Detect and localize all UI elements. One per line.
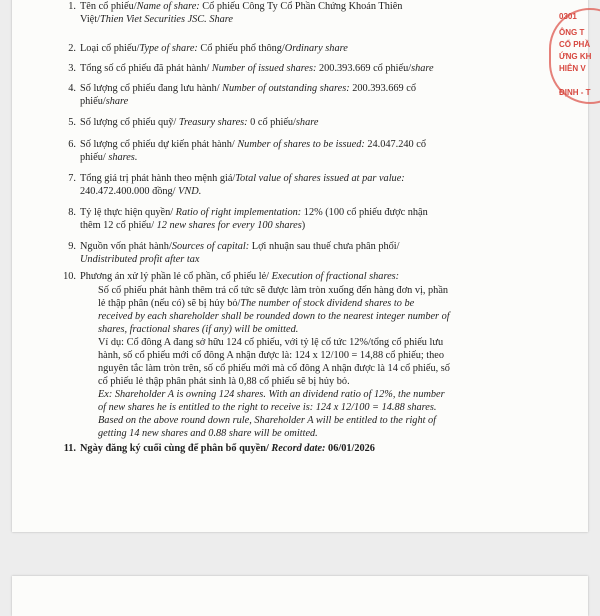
list-item-3 (68, 62, 544, 75)
item-line: Việt/Thien Viet Securities JSC. Share (80, 14, 233, 25)
list-item-8 (68, 206, 544, 232)
item-line: Số lượng cổ phiếu dự kiến phát hành/ Number of shares to be issued: 24.047.240 cổ (80, 139, 426, 150)
item-line: lẻ thập phân (nếu có) sẽ bị hủy bỏ/The number of stock dividend shares to be (98, 298, 415, 309)
item-line: shares, fractional shares (if any) will be omitted. (98, 324, 299, 335)
item-line: Số lượng cổ phiếu quỹ/ Treasury shares: 0 cổ phiếu/share (80, 117, 319, 128)
item-number: 11. (63, 443, 76, 454)
document-page (12, 0, 591, 532)
item-line: Số lượng cổ phiếu đang lưu hành/ Number of outstanding shares: 200.393.669 cổ (80, 83, 416, 94)
item-line: Phương án xử lý phần lẻ cổ phần, cổ phiếu lẻ/ Execution of fractional shares: (80, 271, 400, 282)
item-line: Ngày đăng ký cuối cùng để phân bổ quyền/ Record date: 06/01/2026 (80, 443, 375, 454)
list-item-12 (98, 336, 544, 440)
list-item-5 (68, 116, 544, 129)
seal-text-6: ĐỊNH - T (559, 88, 591, 97)
item-line: phiếu/ shares. (80, 152, 138, 163)
next-page (12, 576, 588, 616)
list-item-10 (63, 270, 544, 283)
item-number: 8. (68, 207, 76, 218)
item-line: Tỷ lệ thực hiện quyền/ Ratio of right implementation: 12% (100 cổ phiếu được nhận (80, 207, 428, 218)
item-line: Loại cổ phiếu/Type of share: Cổ phiếu phổ thông/Ordinary share (80, 43, 348, 54)
item-line: Tổng số cổ phiếu đã phát hành/ Number of issued shares: 200.393.669 cổ phiếu/share (80, 63, 434, 74)
item-line: of new shares he is entitled to the right to receive is: 124 x 12/100 = 14.88 shares. (98, 402, 437, 413)
seal-text-4: ỨNG KH (559, 52, 592, 61)
list-item-4 (68, 82, 544, 108)
company-seal (545, 2, 597, 102)
item-line: 240.472.400.000 đồng/ VND. (80, 186, 202, 197)
item-line: Ví dụ: Cổ đông A đang sở hữu 124 cổ phiếu, với tỷ lệ cổ tức 12%/tổng cổ phiếu lưu (98, 337, 444, 348)
item-line: Số cổ phiếu phát hành thêm trả cổ tức sẽ được làm tròn xuống đến hàng đơn vị, phần (98, 285, 449, 296)
list-item-6 (68, 138, 544, 164)
item-number: 2. (68, 43, 76, 54)
item-line: cổ phiếu lẻ thập phân phát sinh là 0,88 cổ phiếu sẽ bị hủy bỏ. (98, 376, 350, 387)
item-line: phiếu/share (80, 96, 129, 107)
item-number: 10. (63, 271, 76, 282)
seal-text-3: CỔ PHẦ (559, 40, 591, 49)
item-line: getting 14 new shares and 0.88 share will be omitted. (98, 428, 318, 439)
seal-text-5: HIÊN V (559, 64, 586, 73)
item-line: thêm 12 cổ phiếu/ 12 new shares for every 100 shares) (80, 220, 306, 231)
item-number: 4. (68, 83, 76, 94)
list-item-13 (63, 442, 544, 455)
item-line: Tên cổ phiếu/Name of share: Cổ phiếu Công Ty Cổ Phần Chứng Khoán Thiên (80, 1, 403, 12)
item-line: Ex: Shareholder A is owning 124 shares. With an dividend ratio of 12%, the number (98, 389, 445, 400)
seal-text-1: 0301 (559, 12, 577, 21)
list-item-9 (68, 240, 544, 266)
item-number: 7. (68, 173, 76, 184)
item-line: Tổng giá trị phát hành theo mệnh giá/Total value of shares issued at par value: (80, 173, 405, 184)
list-item-11 (98, 284, 544, 336)
item-line: nguyên tắc làm tròn trên, số cổ phiếu mới mà cổ đông A nhận được là 14 cổ phiếu, số (98, 363, 450, 374)
seal-text-2: ÔNG T (559, 28, 585, 37)
list-item-7 (68, 172, 544, 198)
item-line: received by each shareholder shall be rounded down to the nearest integer number of (98, 311, 450, 322)
item-line: Nguồn vốn phát hành/Sources of capital: Lợi nhuận sau thuế chưa phân phối/ (80, 241, 400, 252)
item-number: 6. (68, 139, 76, 150)
item-number: 3. (68, 63, 76, 74)
item-line: Undistributed profit after tax (80, 254, 200, 265)
list-item-1 (68, 0, 544, 26)
list-item-2 (68, 42, 544, 55)
item-line: Based on the above round down rule, Shareholder A will be entitled to the right of (98, 415, 437, 426)
item-number: 5. (68, 117, 76, 128)
item-line: hành, số cổ phiếu mới cổ đông A nhận được là: 124 x 12/100 = 14,88 cổ phiếu; theo (98, 350, 445, 361)
item-number: 1. (68, 1, 76, 12)
item-number: 9. (68, 241, 76, 252)
